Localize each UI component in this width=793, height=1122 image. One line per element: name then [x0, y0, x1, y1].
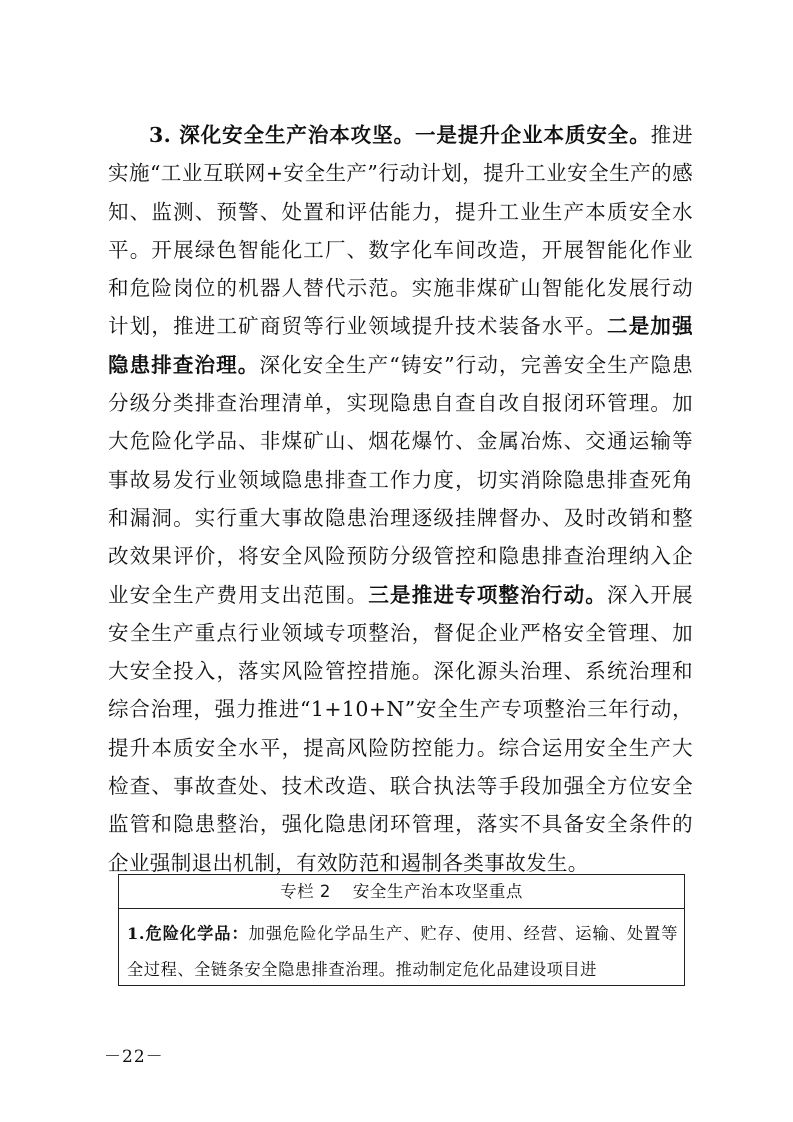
point-three-heading: 三是推进专项整治行动。: [368, 582, 607, 607]
point-two-heading: 二是加强隐患排查治理。: [108, 314, 693, 377]
column-item-heading: 1.危险化学品：: [127, 924, 249, 943]
page-number: －22－: [104, 1047, 164, 1067]
column-item-text: 加强危险化学品生产、贮存、使用、经营、运输、处置等全过程、全链条安全隐患排查治理。推动制定危化品建设项目进: [127, 924, 679, 979]
point-one-text: 推进实施“工业互联网+安全生产”行动计划，提升工业安全生产的感知、监测、预警、处置和评估能力，提升工业生产本质安全水平。开展绿色智能化工厂、数字化车间改造，开展智能化作业和危险岗位的机器人替代示范。实施非煤矿山智能化发展行动计划，推进工矿商贸等行业领域提升技术装备水平。: [108, 123, 693, 339]
column-box-title: [119, 875, 684, 909]
column-box-label: 专栏 2: [280, 882, 331, 901]
section-heading: 3. 深化安全生产治本攻坚。: [149, 123, 415, 147]
point-three-text: 深入开展安全生产重点行业领域专项整治，督促企业严格安全管理、加大安全投入，落实风险管控措施。深化源头治理、系统治理和综合治理，强力推进“1+10+N”安全生产专项整治三年行动，提升本质安全水平，提高风险防控能力。综合运用安全生产大检查、事故查处、技术改造、联合执法等手段加强全方位安全监管和隐患整治，强化隐患闭环管理，落实不具备安全条件的企业强制退出机制，有效防范和遏制各类事故发生。: [108, 582, 693, 875]
column-box: [118, 874, 685, 986]
point-one-heading: 一是提升企业本质安全。: [414, 123, 651, 147]
point-two-text: 深化安全生产“铸安”行动，完善安全生产隐患分级分类排查治理清单，实现隐患自查自改自报闭环管理。加大危险化学品、非煤矿山、烟花爆竹、金属冶炼、交通运输等事故易发行业领域隐患排查工作力度，切实消除隐患排查死角和漏洞。实行重大事故隐患治理逐级挂牌督办、及时改销和整改效果评价，将安全风险预防分级管控和隐患排查治理纳入企业安全生产费用支出范围。: [108, 352, 693, 607]
column-box-body: [119, 909, 684, 988]
section-paragraph: [108, 116, 693, 882]
column-box-title-text: 安全生产治本攻坚重点: [352, 882, 523, 901]
